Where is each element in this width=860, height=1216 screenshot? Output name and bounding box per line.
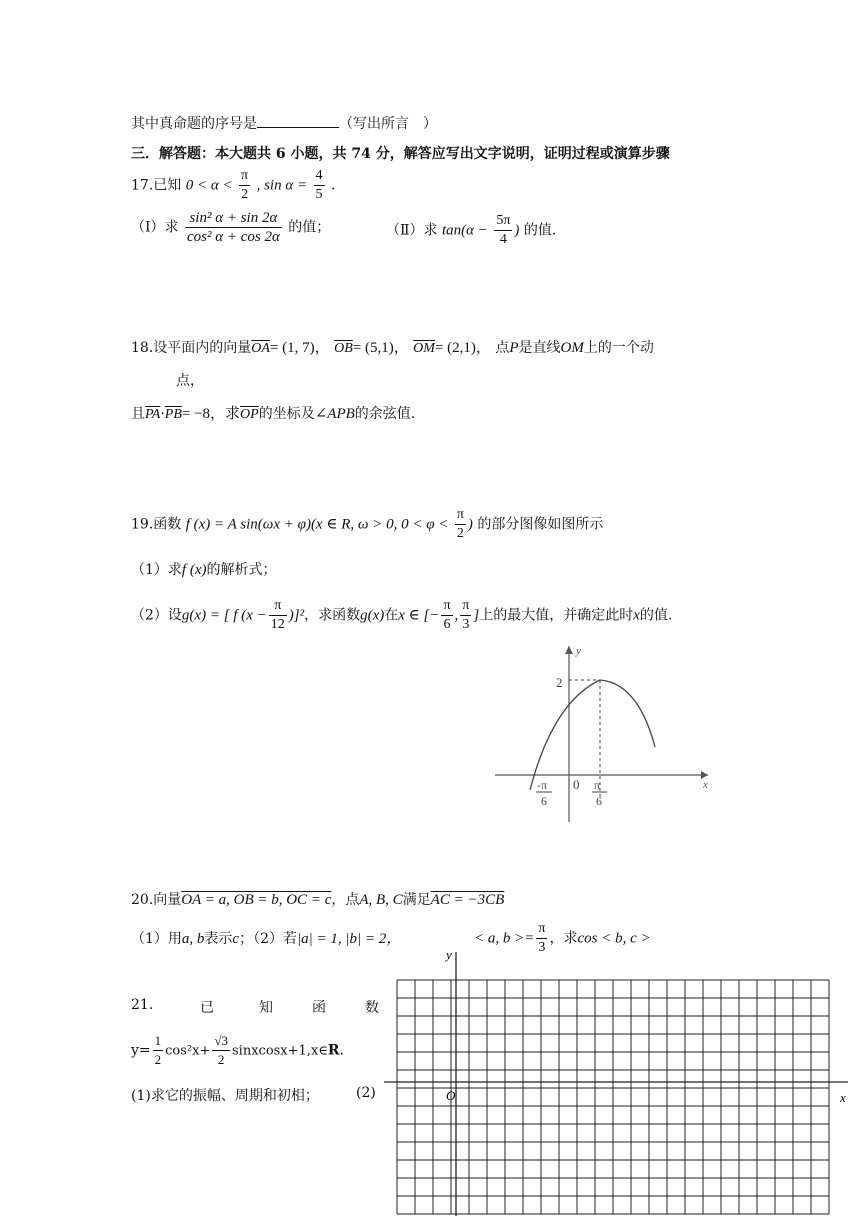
- origin-label: 0: [573, 777, 580, 792]
- grid-lines: [397, 980, 829, 1214]
- q18-line1: 18.设平面内的向量$\overline{OA}= (1$, 7)， $\overline{OB}= (5,1)$， $\overline{OM}= (2,1)$， 点P是直线OM上的一个动: [131, 340, 654, 356]
- q17-given-mid: , sin α =: [256, 177, 308, 194]
- sine-curve: [530, 680, 655, 790]
- q17-frac-pi-2: $\frac{\pi}{2}$: [241, 168, 249, 202]
- q21-word2: 知: [259, 1000, 273, 1016]
- left-tick-num: -π: [537, 778, 548, 792]
- q21-word4: 数: [365, 1000, 379, 1016]
- peak-value-label: 2: [556, 675, 563, 690]
- graph-x-label: x: [703, 779, 708, 791]
- vector-PA: $\overline{PA}$: [145, 407, 161, 422]
- q21-part2: (2): [356, 1085, 376, 1101]
- vector-OB: $\overline{OB}$: [334, 341, 353, 356]
- q20-number: 20.: [131, 892, 154, 908]
- y-axis-arrow-icon: [565, 646, 573, 654]
- vector-PB: $\overline{PB}$: [164, 407, 182, 422]
- q19-part2: （2）设g(x) = [ f (x − $\frac{\pi}{12}$ )]²，求函数g(x)在x ∈ [− $\frac{\pi}{6}$ , $\frac{\pi}{3}$ ]上的最大值，并确定此时x的值.: [131, 598, 673, 632]
- q19-number: 19.: [131, 516, 154, 533]
- q17-given-lead: 0 < α <: [185, 177, 233, 194]
- section-heading: 三．解答题：本大题共 6 小题，共 74 分，解答应写出文字说明，证明过程或演算步骤: [131, 146, 670, 162]
- q21-parts: [131, 1085, 319, 1105]
- grid-origin-label: O: [446, 1088, 456, 1103]
- right-tick-den: 6: [596, 794, 602, 808]
- vector-OP: $\overline{OP}$: [240, 407, 259, 422]
- graph-grid: [380, 944, 850, 1216]
- intro-line: [131, 113, 437, 133]
- q17-part1-tail: 的值；: [288, 219, 331, 236]
- q20-angle: < a, b >= $\frac{\pi}{3}$ ，求cos < b, c >: [474, 921, 651, 955]
- grid-y-label: y: [446, 947, 452, 962]
- x-axis-arrow-icon: [701, 771, 708, 779]
- q21-function: y= $\frac{1}{2}$ cos²x+ $\frac{√3}{2}$ sinxcosx+1,x∈R.: [131, 1033, 344, 1067]
- q20-norms: |a| = 1, |b| = 2，: [297, 931, 402, 947]
- q17-frac-5pi-4: $\frac{5\pi}{4}$: [496, 213, 511, 247]
- intro-hint: （写出所言 ）: [339, 116, 437, 132]
- q19-intro: 19.函数 f (x) = A sin(ωx + φ)(x ∈ R, ω > 0, 0 < φ < $\frac{\pi}{2}$ ) 的部分图像如图所示: [131, 507, 604, 541]
- q19-part1: （1）求f (x)的解析式；: [131, 562, 277, 578]
- q19-function: f (x) = A sin(ωx + φ)(x ∈ R, ω > 0, 0 < φ <: [185, 516, 449, 533]
- q20-vectors: OA = a, OB = b, OC = c: [181, 892, 332, 908]
- q17-number: 17.: [131, 177, 154, 194]
- q17-part2: （Ⅱ）求 tan(α − $\frac{5\pi}{4}$ ) 的值.: [386, 213, 557, 247]
- vector-OM: $\overline{OM}$: [413, 341, 435, 356]
- q21-word3: 函: [312, 1000, 326, 1016]
- q18-number: 18.: [131, 340, 154, 356]
- q20-condition: AC = −3CB: [430, 892, 505, 908]
- q20-line2: （1）用a, b表示c；（2）若|a| = 1, |b| = 2，: [131, 931, 402, 947]
- q20-line1: 20.向量OA = a, OB = b, OC = c，点A, B, C满足AC = −3CB: [131, 892, 505, 908]
- q21-number: 21.: [131, 997, 154, 1013]
- q17-part2-label: （Ⅱ）求: [386, 222, 438, 239]
- q17-given-prefix: 已知: [153, 177, 182, 194]
- q17-part1: [131, 209, 330, 246]
- q21-part1: (1)求它的振幅、周期和初相；: [131, 1088, 319, 1104]
- graph-y-label: y: [576, 645, 581, 657]
- q18-line2: 点，: [176, 373, 204, 389]
- q17-part1-label: （Ⅰ）求: [131, 219, 179, 236]
- right-tick-num: π: [594, 778, 601, 792]
- q21-word1: 已: [200, 1000, 214, 1016]
- q17-frac-4-5: $\frac{4}{5}$: [315, 168, 323, 202]
- q18-line3: 且$\overline{PA}\cdot\overline{PB}= -8$，求$\overline{OP}$的坐标及∠APB的余弦值.: [131, 406, 416, 422]
- grid-x-label: x: [840, 1090, 846, 1105]
- q17-part1-fraction: $\frac{\text{sin² α + sin 2α}}{\text{cos² α + cos 2α}}$: [186, 210, 280, 245]
- vector-OA: $\overline{OA}$: [251, 341, 270, 356]
- intro-prompt: 其中真命题的序号是: [131, 116, 257, 132]
- answer-blank: [257, 113, 339, 128]
- left-tick-den: 6: [541, 794, 547, 808]
- q17-given: 17.已知 0 < α < $\frac{\pi}{2}$ , sin α = $\frac{4}{5}$ .: [131, 168, 336, 202]
- q19-graph: [490, 640, 720, 830]
- q21-line1: [131, 997, 153, 1013]
